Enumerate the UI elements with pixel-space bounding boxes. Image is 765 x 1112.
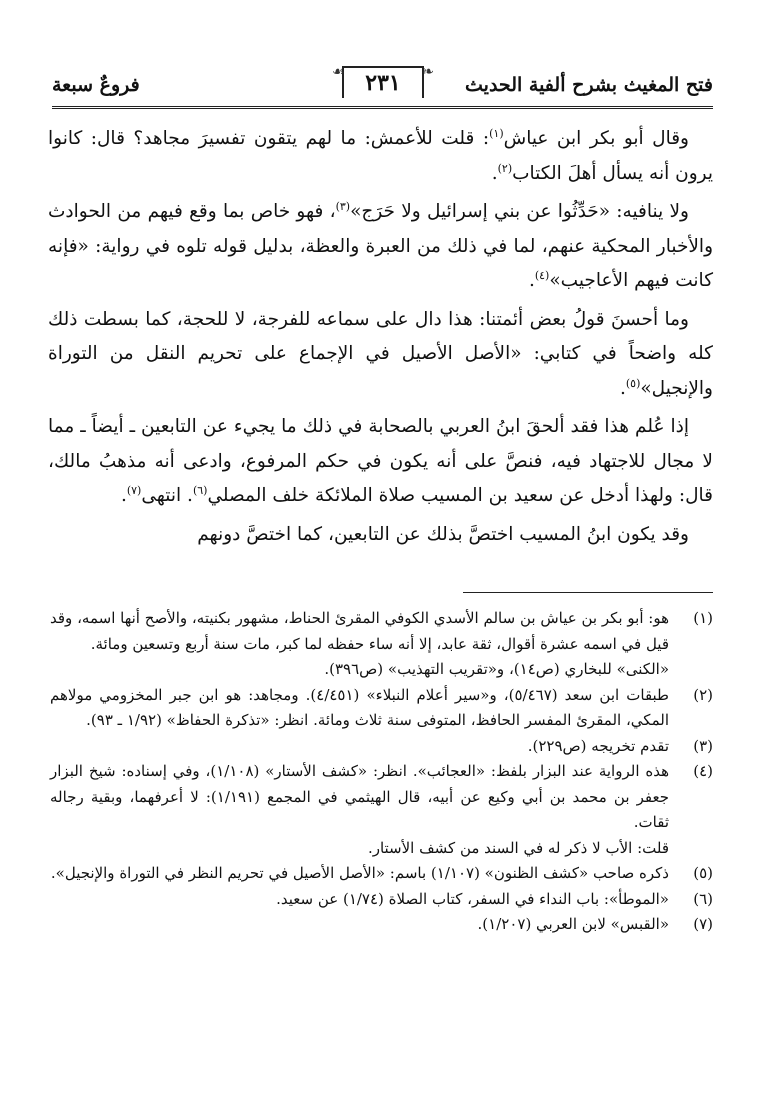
body-paragraph bbox=[48, 410, 713, 514]
footnote bbox=[50, 759, 713, 861]
footnote bbox=[50, 912, 713, 938]
footnote-text: هو: أبو بكر بن عياش بن سالم الأسدي الكوفي المقرئ الحناط، مشهور بكنيته، والأصح أنها اسمه، وقد قيل في اسمه عشرة أقوال، ثقة عابد، إلا أنه ساء حفظه لما كبر، مات سنة أربع وتسعين ومائة. bbox=[50, 609, 669, 653]
footnote-number: (٣) bbox=[693, 736, 713, 755]
body-text-segment: وقال أبو بكر ابن عياش bbox=[503, 128, 689, 149]
body-text-segment: وقد يكون ابنُ المسيب اختصَّ بذلك عن التابعين، كما اختصَّ دونهم bbox=[197, 523, 689, 545]
body-text-segment: ولا ينافيه: «حَدِّثُوا عن بني إسرائيل ولا حَرَج» bbox=[350, 201, 689, 222]
footnote-text: «القبس» لابن العربي (١/٢٠٧). bbox=[477, 915, 669, 933]
body-text-segment: ، فهو خاص بما وقع فيهم من الحوادث والأخبار المحكية عنهم، لما في ذلك من العبرة والعظة، بدليل قوله تلوه في رواية: «فإنه كانت فيهم الأعاجيب» bbox=[48, 201, 713, 291]
body-text-segment: . bbox=[491, 162, 498, 184]
footnote-ref[interactable]: (٥) bbox=[625, 376, 641, 390]
ornament-icon: ☙ bbox=[332, 64, 345, 80]
body-text-segment: . انتهى bbox=[141, 485, 193, 506]
body-text-segment: . bbox=[528, 270, 535, 291]
body-text-segment: وما أحسنَ قولُ بعض أئمتنا: هذا دال على سماعه للفرجة، لا للحجة، كما بسطت ذلك كله واضحاً في كتابي: «الأصل الأصيل في الإجماع على تحريم النقل من التوراة والإنجيل» bbox=[48, 308, 713, 399]
footnote-text: طبقات ابن سعد (٥/٤٦٧)، و«سير أعلام النبلاء» (٤/٤٥١). ومجاهد: هو ابن جبر المخزومي مولاهم المكي، المقرئ المفسر الحافظ، المتوفى سنة ثلاث ومائة. انظر: «تذكرة الحفاظ» (١/٩٢ ـ ٩٣). bbox=[50, 685, 669, 729]
footnote-ref[interactable]: (٢) bbox=[497, 161, 513, 175]
footnote-number: (٧) bbox=[693, 915, 713, 933]
footnote bbox=[50, 606, 713, 683]
section-title: فروعٌ سبعة bbox=[52, 74, 140, 96]
book-title: فتح المغيث بشرح ألفية الحديث bbox=[465, 74, 713, 96]
footnote-text: «الموطأ»: باب النداء في السفر، كتاب الصلاة (١/٧٤) عن سعيد. bbox=[276, 889, 669, 908]
body-text-segment: إذا عُلم هذا فقد ألحقَ ابنُ العربي بالصحابة في ذلك ما يجيء عن التابعين ـ أيضاً ـ مما لا مجال للاجتهاد فيه، فنصَّ على أنه يكون في حكم المرفوع، وادعى أنه مذهبُ مالك، قال: ولهذا أدخل عن سعيد بن المسيب صلاة الملائكة خلف المصلي bbox=[48, 416, 713, 506]
main-text bbox=[48, 122, 713, 552]
footnote bbox=[50, 861, 713, 887]
footnote-ref[interactable]: (١) bbox=[489, 126, 504, 140]
body-text-segment: . bbox=[120, 485, 127, 506]
body-text-segment: : قلت للأعمش: ما لهم يتقون تفسيرَ مجاهد؟ قال: كانوا يرون أنه يسأل أهلَ الكتاب bbox=[48, 128, 713, 184]
body-text-segment: . bbox=[619, 377, 626, 399]
running-header bbox=[52, 62, 713, 108]
footnote-ref[interactable]: (٣) bbox=[335, 199, 351, 213]
ornament-icon: ❧ bbox=[422, 64, 434, 80]
footnote-number: (١) bbox=[693, 609, 713, 627]
footnote bbox=[50, 734, 713, 760]
footnote-text: ذكره صاحب «كشف الظنون» (١/١٠٧) باسم: «الأصل الأصيل في تحريم النظر في التوراة والإنجيل». bbox=[50, 864, 669, 882]
page-number: ٢٣١ bbox=[365, 70, 401, 96]
footnote-separator bbox=[463, 592, 713, 593]
footnote-ref[interactable]: (٤) bbox=[534, 268, 550, 282]
footnote bbox=[50, 683, 713, 734]
footnote-number: (٤) bbox=[693, 762, 713, 780]
footnote-number: (٥) bbox=[693, 864, 713, 882]
footnote-text: تقدم تخريجه (ص٢٢٩). bbox=[527, 736, 669, 755]
footnote-extra: قلت: الأب لا ذكر له في السند من كشف الأستار. bbox=[367, 838, 669, 857]
body-paragraph bbox=[48, 195, 713, 299]
header-rule bbox=[52, 106, 713, 109]
body-paragraph bbox=[48, 122, 713, 191]
footnote bbox=[50, 887, 713, 913]
footnote-number: (٦) bbox=[693, 889, 713, 908]
page-number-frame bbox=[332, 64, 434, 98]
footnote-text: هذه الرواية عند البزار بلفظ: «العجائب». انظر: «كشف الأستار» (١/١٠٨)، وفي إسناده: شيخ البزار جعفر بن محمد بن أبي وكيع عن أبيه، قال الهيثمي في المجمع (١/١٩١): لا أعرفهما، وبقية رجاله ثقات. bbox=[50, 762, 669, 831]
footnotes bbox=[50, 606, 713, 938]
body-paragraph bbox=[48, 303, 713, 407]
footnote-ref[interactable]: (٦) bbox=[192, 483, 208, 497]
footnote-extra: «الكنى» للبخاري (ص١٤)، و«تقريب التهذيب» (ص٣٩٦). bbox=[324, 660, 669, 678]
body-paragraph bbox=[48, 518, 713, 553]
footnote-number: (٢) bbox=[693, 685, 713, 704]
footnote-ref[interactable]: (٧) bbox=[126, 483, 142, 497]
